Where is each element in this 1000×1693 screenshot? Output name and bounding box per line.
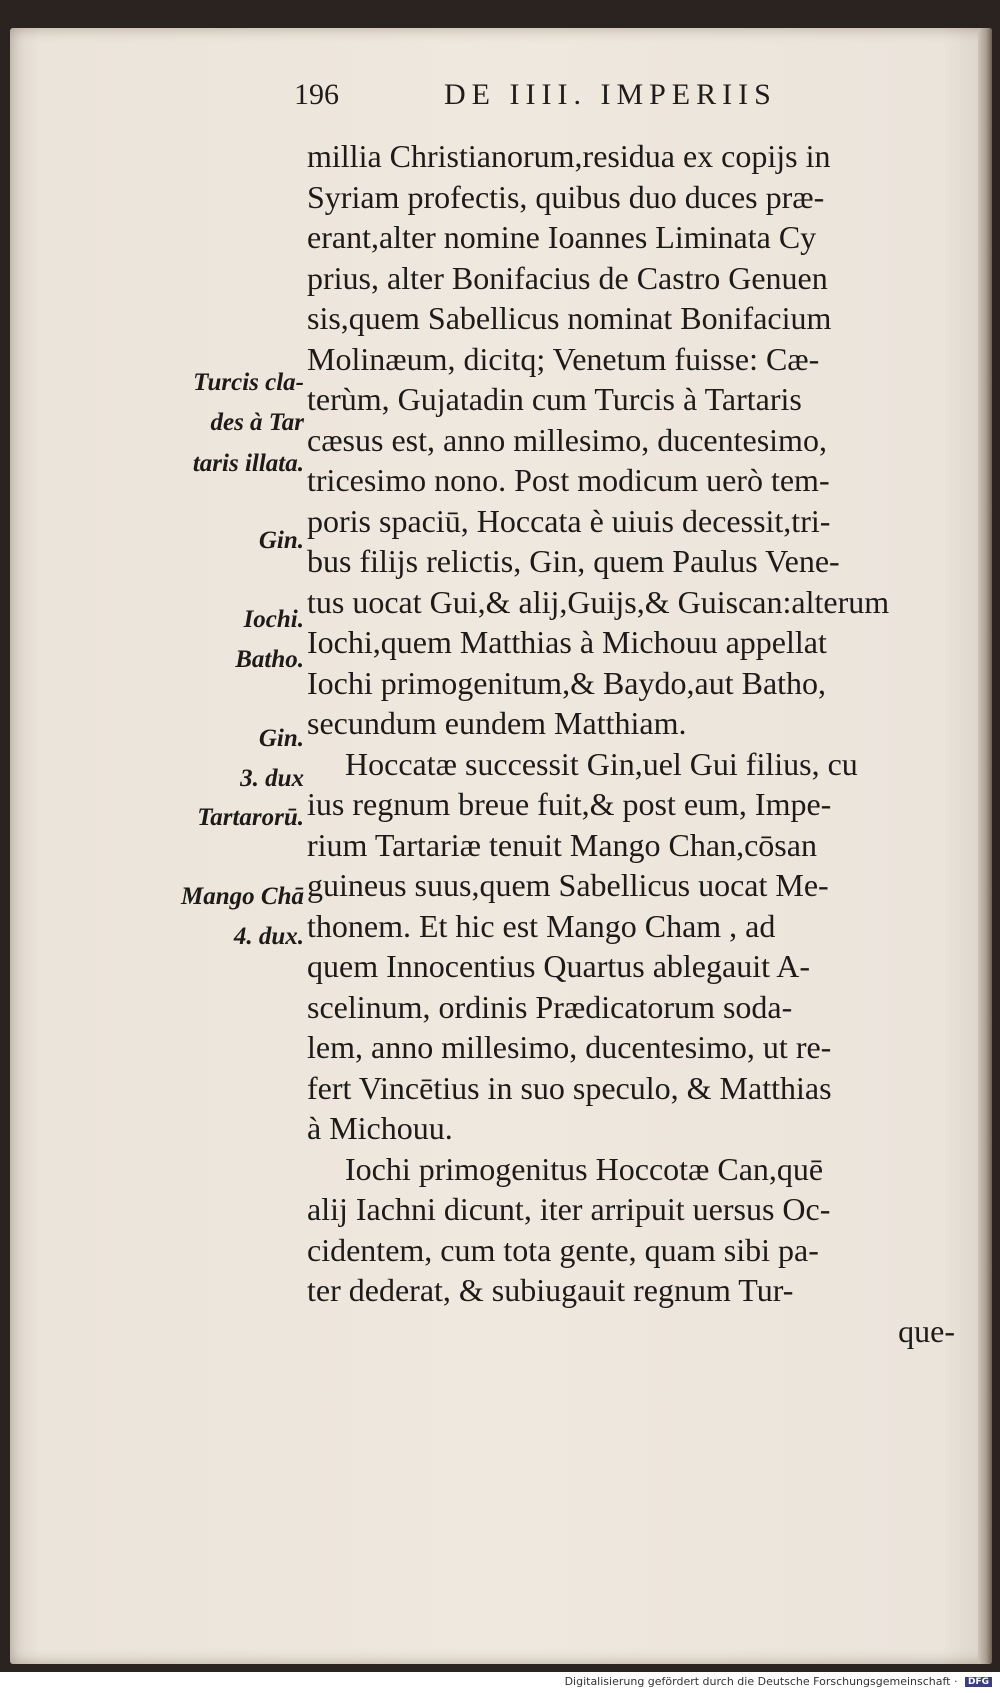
running-title: DE IIII. IMPERIIS [444, 78, 777, 111]
text-line: tricesimo nono. Post modicum uerò tem- [307, 462, 830, 498]
text-line: bus filijs relictis, Gin, quem Paulus Vene- [307, 543, 840, 579]
text-line: erant,alter nomine Ioannes Liminata Cy [307, 219, 817, 255]
margin-note: Batho. [235, 646, 304, 673]
text-line: ter dederat, & subiugauit regnum Tur- [307, 1272, 794, 1308]
body-text [307, 136, 967, 1351]
margin-note: Tartarorū. [197, 804, 304, 831]
text-line: poris spaciū, Hoccata è uiuis decessit,tri- [307, 502, 831, 539]
text-line: sis,quem Sabellicus nominat Bonifacium [307, 300, 832, 336]
text-line: thonem. Et hic est Mango Cham , ad [307, 907, 776, 944]
margin-note: Gin. [258, 527, 304, 554]
margin-note: des à Tar [210, 409, 304, 437]
text-line: lem, anno millesimo, ducentesimo, ut re- [307, 1029, 832, 1065]
margin-note: Mango Chā [181, 883, 304, 910]
text-line: tus uocat Gui,& alij,Guijs,& Guiscan:alterum [307, 583, 890, 620]
page-number: 196 [294, 78, 339, 111]
credit-text: Digitalisierung gefördert durch die Deutsche Forschungsgemeinschaft · [564, 1675, 958, 1688]
text-line: ius regnum breue fuit,& post eum, Impe- [307, 786, 832, 822]
text-line: Syriam profectis, quibus duo duces præ- [307, 178, 825, 215]
page-edge [978, 28, 992, 1664]
text-line: Iochi primogenitus Hoccotæ Can,quē [345, 1150, 824, 1187]
text-line: guineus suus,quem Sabellicus uocat Me- [307, 867, 829, 903]
text-line: terùm, Gujatadin cum Turcis à Tartaris [307, 381, 802, 417]
text-line: rium Tartariæ tenuit Mango Chan,cōsan [307, 826, 817, 863]
text-line: Hoccatæ successit Gin,uel Gui filius, cu [345, 745, 858, 782]
margin-note: Turcis cla- [193, 368, 304, 396]
text-line: prius, alter Bonifacius de Castro Genuen [307, 259, 828, 296]
text-line: scelinum, ordinis Prædicatorum soda- [307, 988, 793, 1025]
text-line: millia Christianorum,residua ex copijs in [307, 138, 831, 174]
dfg-logo: DFG [965, 1677, 992, 1687]
text-line: secundum eundem Matthiam. [307, 705, 687, 741]
text-line: cæsus est, anno millesimo, ducentesimo, [307, 421, 827, 458]
text-line: cidentem, cum tota gente, quam sibi pa- [307, 1231, 819, 1268]
text-line: Iochi primogenitum,& Baydo,aut Batho, [307, 664, 827, 701]
margin-note: taris illata. [192, 449, 304, 477]
margin-note: Gin. [258, 725, 304, 752]
margin-note: 3. dux [240, 765, 304, 792]
text-line: fert Vincētius in suo speculo, & Matthias [307, 1069, 832, 1106]
text-line: à Michouu. [307, 1110, 453, 1146]
text-line: Iochi,quem Matthias à Michouu appellat [307, 624, 827, 660]
text-line: Molinæum, dicitq; Venetum fuisse: Cæ- [307, 340, 820, 377]
digitization-credit [565, 1675, 992, 1688]
page-header [294, 78, 854, 118]
text-line: alij Iachni dicunt, iter arripuit uersus Oc- [307, 1191, 831, 1227]
catchword: que- [898, 1312, 955, 1349]
text-line: quem Innocentius Quartus ablegauit A- [307, 948, 810, 984]
margin-note: Iochi. [243, 606, 304, 633]
margin-note: 4. dux. [233, 923, 304, 950]
